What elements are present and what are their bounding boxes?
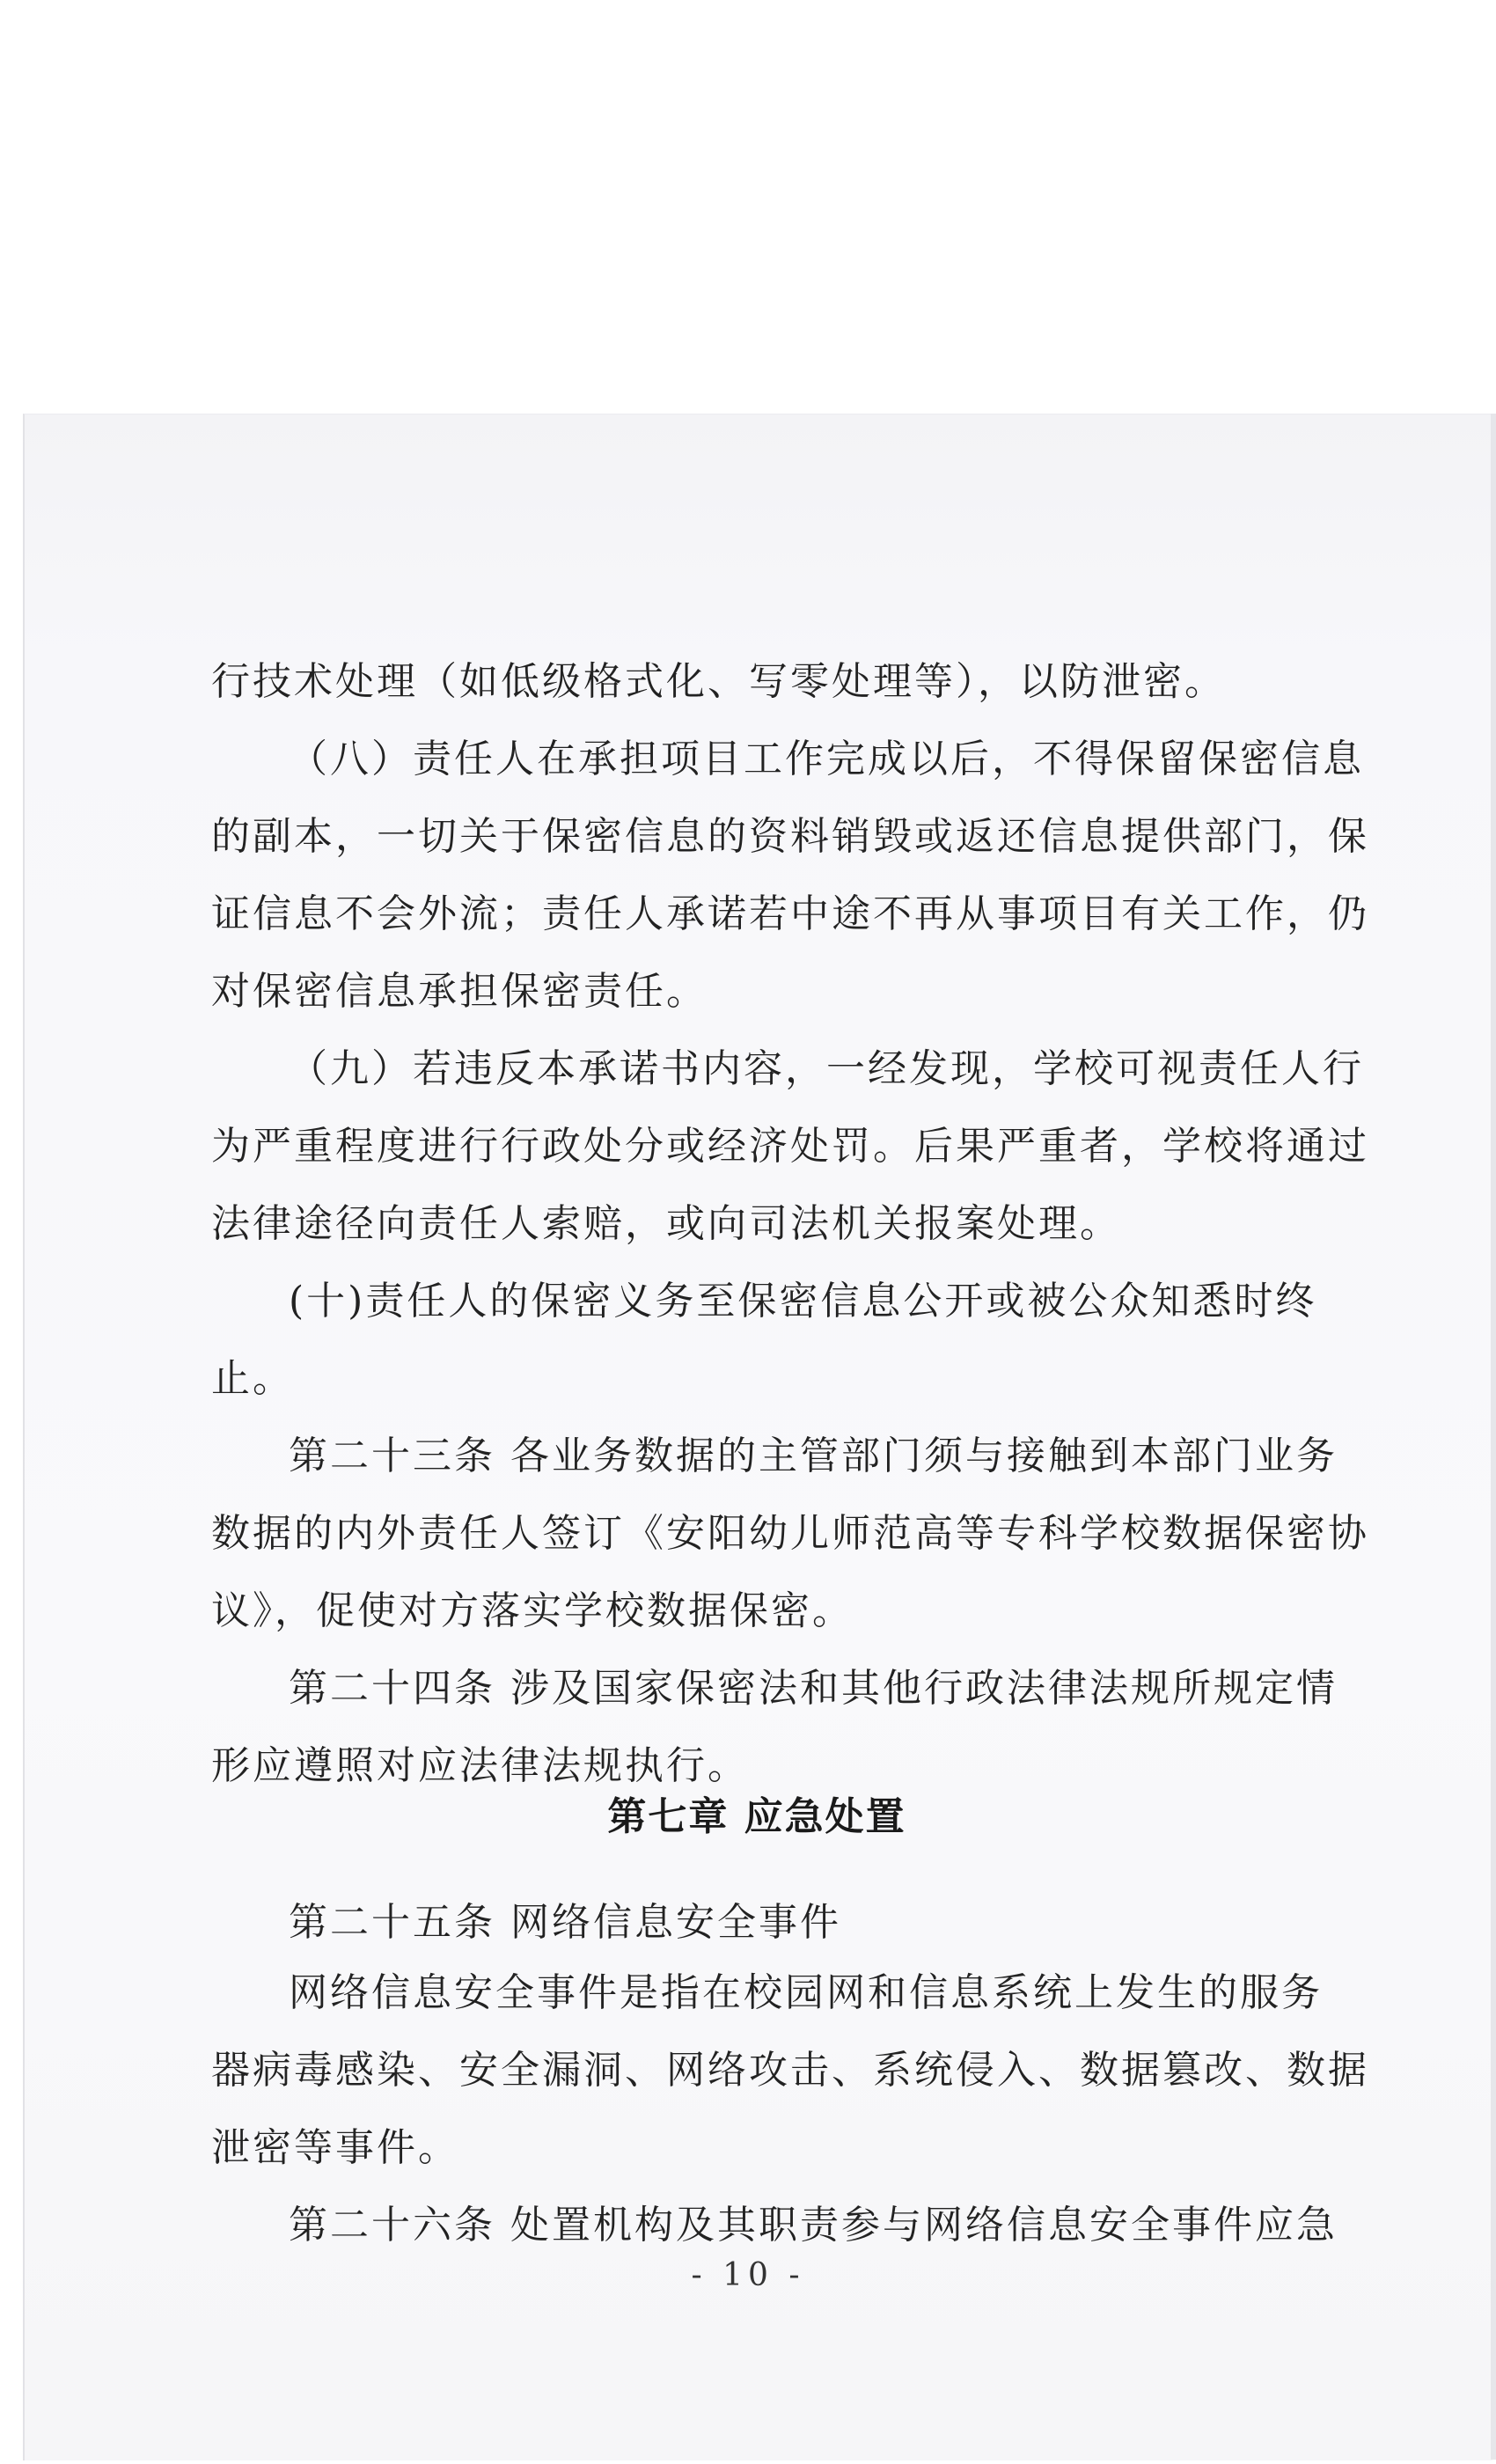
paragraph-line: （九）若违反本承诺书内容，一经发现，学校可视责任人行 <box>289 1046 1364 1091</box>
paragraph-line: 数据的内外责任人签订《安阳幼儿师范高等专科学校数据保密协 <box>211 1511 1369 1556</box>
paragraph-line: (十)责任人的保密义务至保密信息公开或被公众知悉时终 <box>289 1279 1317 1324</box>
paragraph-line: 证信息不会外流；责任人承诺若中途不再从事项目有关工作，仍 <box>211 891 1369 936</box>
paragraph-line: 止。 <box>211 1356 294 1401</box>
article-23-line: 第二十三条 各业务数据的主管部门须与接触到本部门业务 <box>289 1434 1338 1478</box>
paragraph-line: 的副本，一切关于保密信息的资料销毁或返还信息提供部门，保 <box>211 814 1369 859</box>
paragraph-line: 泄密等事件。 <box>211 2125 459 2170</box>
paragraph-line: 为严重程度进行行政处分或经济处罚。后果严重者，学校将通过 <box>211 1124 1369 1169</box>
article-24-line: 第二十四条 涉及国家保密法和其他行政法律法规所规定情 <box>289 1666 1338 1711</box>
article-26-line: 第二十六条 处置机构及其职责参与网络信息安全事件应急 <box>289 2203 1338 2248</box>
paragraph-line: 器病毒感染、安全漏洞、网络攻击、系统侵入、数据篡改、数据 <box>211 2048 1369 2093</box>
chapter-title: 第七章 应急处置 <box>607 1794 906 1839</box>
paragraph-line: 议》，促使对方落实学校数据保密。 <box>211 1588 854 1633</box>
article-25-line: 第二十五条 网络信息安全事件 <box>289 1900 841 1945</box>
page-number: - 10 - <box>691 2257 805 2293</box>
paragraph-line: （八）责任人在承担项目工作完成以后，不得保留保密信息 <box>289 737 1364 781</box>
paragraph-line: 法律途径向责任人索赔，或向司法机关报案处理。 <box>211 1201 1121 1246</box>
paragraph-line: 行技术处理（如低级格式化、写零处理等），以防泄密。 <box>211 659 1226 704</box>
paragraph-line: 形应遵照对应法律法规执行。 <box>211 1743 749 1788</box>
paragraph-line: 网络信息安全事件是指在校园网和信息系统上发生的服务 <box>289 1970 1323 2015</box>
paragraph-line: 对保密信息承担保密责任。 <box>211 969 708 1014</box>
scan-edge <box>1491 414 1496 2460</box>
